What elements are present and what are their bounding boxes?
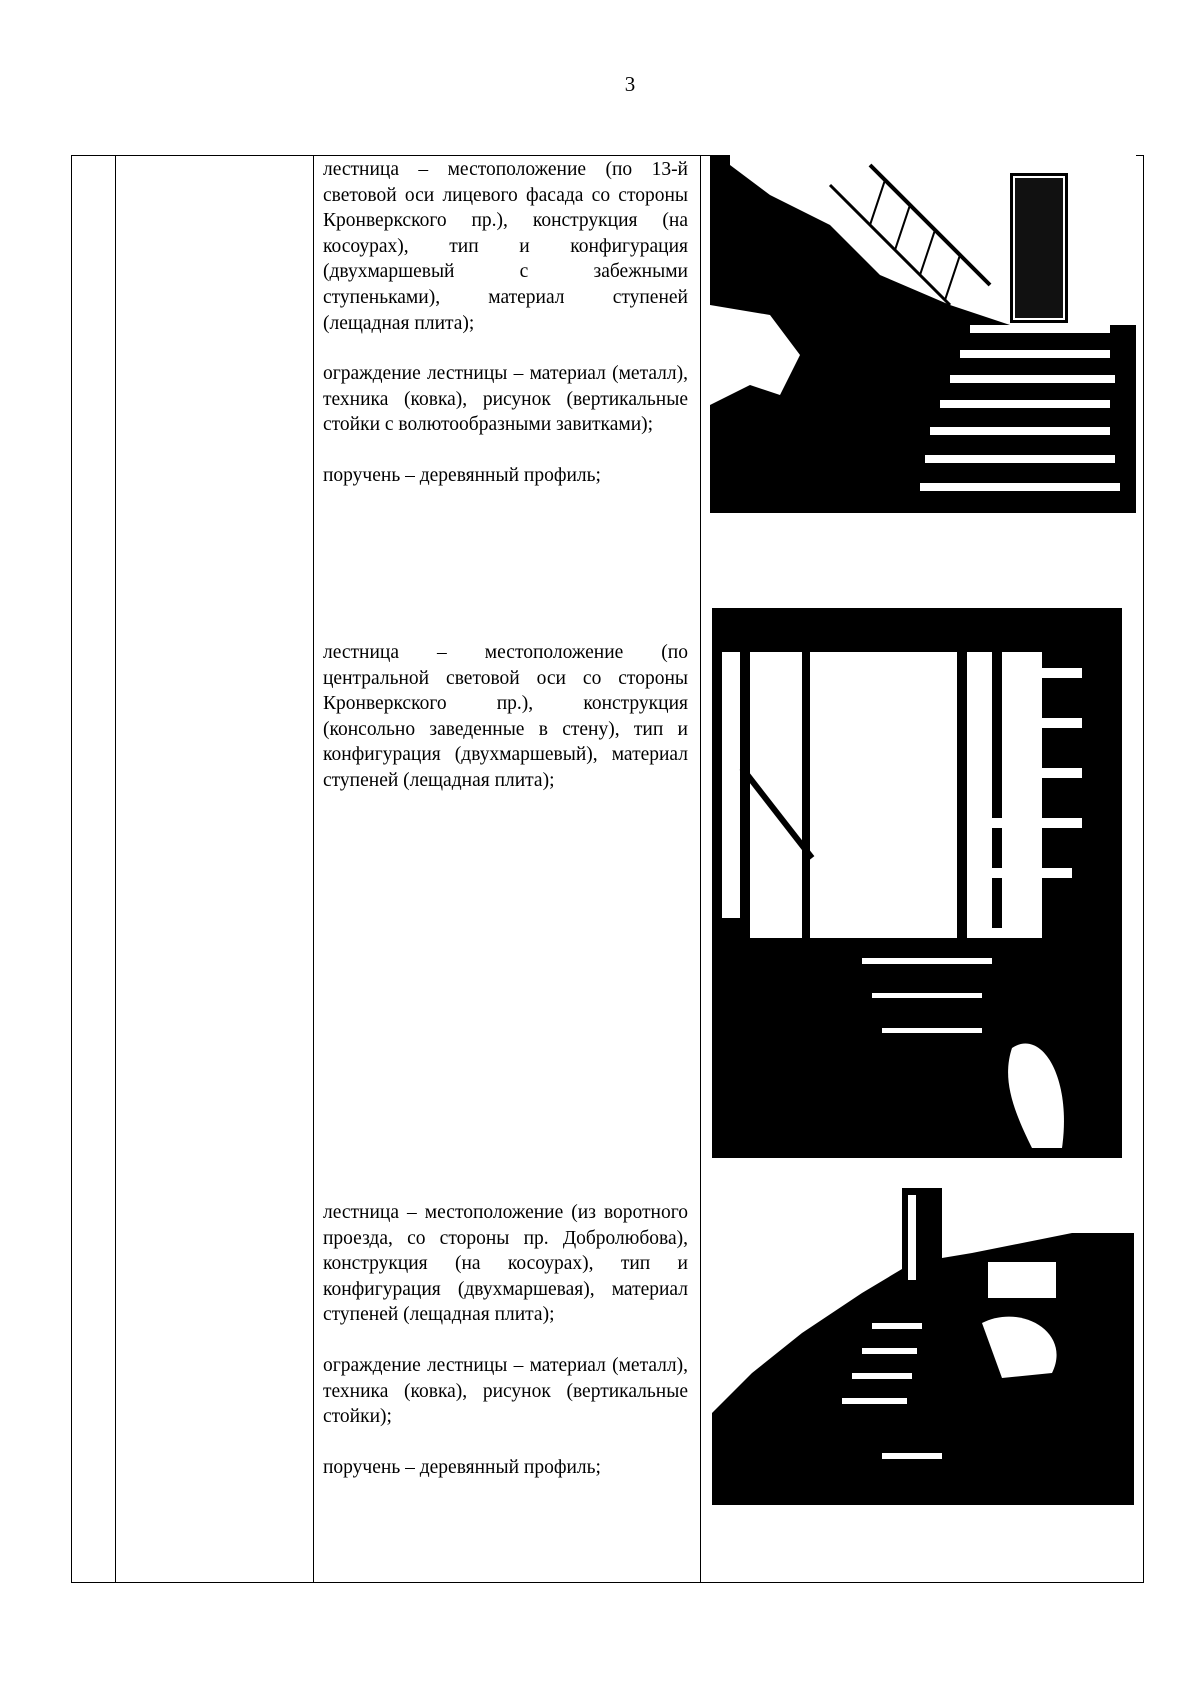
table-column-divider — [700, 155, 701, 1583]
table-column-divider — [313, 155, 314, 1583]
description-paragraph: ограждение лестницы – материал (металл), техника (ковка), рисунок (вертикальные стойки); — [323, 1354, 688, 1428]
description-paragraph: поручень – деревянный профиль; — [323, 1456, 601, 1478]
staircase-photo-2 — [712, 608, 1122, 1158]
staircase-description-3 — [323, 1200, 688, 1505]
staircase-description-2 — [323, 640, 688, 819]
description-paragraph: лестница – местоположение (по 13-й световой оси лицевого фасада со стороны Кронверкского пр.), конструкция (на косоурах), тип и конфигурация (двухмаршевый с забежными ступеньками), материал ступеней (лещадная плита); — [323, 159, 688, 334]
description-paragraph: поручень – деревянный профиль; — [323, 464, 601, 486]
table-column-divider — [115, 155, 116, 1583]
page-number: 3 — [624, 72, 636, 96]
description-paragraph: ограждение лестницы – материал (металл), техника (ковка), рисунок (вертикальные стойки с волютообразными завитками); — [323, 363, 688, 436]
staircase-photo-1 — [710, 155, 1136, 513]
description-paragraph: лестница – местоположение (из воротного проезда, со стороны пр. Добролюбова), конструкция (на косоурах), тип и конфигурация (двухмаршевая), материал ступеней (лещадная плита); — [323, 1202, 688, 1326]
staircase-description-1 — [323, 157, 688, 514]
description-paragraph: лестница – местоположение (по центральной световой оси со стороны Кронверкского пр.), конструкция (консольно заведенные в стену), тип и конфигурация (двухмаршевый), материал ступеней (лещадная плита); — [323, 642, 688, 791]
staircase-photo-3 — [712, 1183, 1134, 1505]
table-bottom-border — [71, 1582, 1144, 1583]
